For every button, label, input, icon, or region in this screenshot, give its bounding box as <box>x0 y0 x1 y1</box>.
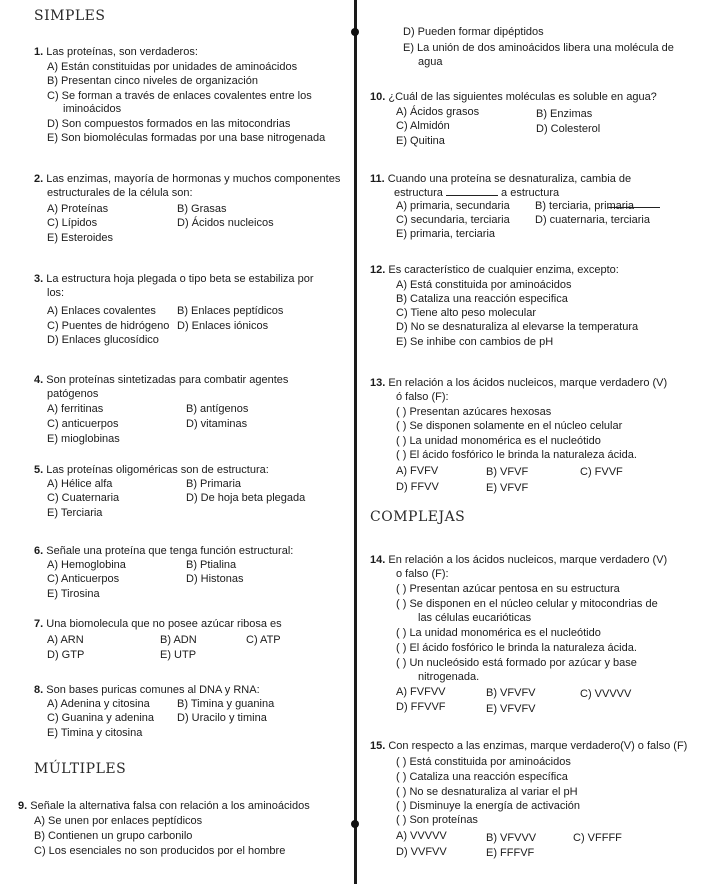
option-e: E) Timina y citosina <box>47 727 143 739</box>
option-e: E) Se inhibe con cambios de pH <box>396 336 554 348</box>
option-d: D) Uracilo y timina <box>177 712 267 724</box>
option-c-cont: iminoácidos <box>63 103 122 115</box>
question-text: Las proteínas, son verdaderos: <box>46 46 198 58</box>
option-d: D) cuaternaria, terciaria <box>535 214 650 226</box>
option-c: C) Guanina y adenina <box>47 712 155 724</box>
question-number: 9. <box>18 800 28 812</box>
question-text-cont: estructurales de la célula son: <box>47 187 193 199</box>
question-text: En relación a los ácidos nucleicos, marque verdadero (V) <box>388 377 668 389</box>
option-c: C) anticuerpos <box>47 418 119 430</box>
question-text: Señale la alternativa falsa con relación a los aminoácidos <box>30 800 310 812</box>
option-b: B) Enlaces peptídicos <box>177 305 284 317</box>
option-e: E) FFFVF <box>486 847 535 859</box>
option-a: A) Se unen por enlaces peptídicos <box>34 815 203 827</box>
option-b: B) Contienen un grupo carbonilo <box>34 830 193 842</box>
option-e: E) Esteroides <box>47 232 114 244</box>
option-c: C) Puentes de hidrógeno <box>47 320 170 332</box>
question-number: 12. <box>370 264 386 276</box>
question-text-cont: o falso (F): <box>396 568 449 580</box>
option-a: A) Hélice alfa <box>47 478 113 490</box>
option-d: D) FFVV <box>396 481 439 493</box>
option-c: C) VVVVV <box>580 688 632 700</box>
option-a: A) Adenina y citosina <box>47 698 150 710</box>
option-a: A) Proteínas <box>47 203 109 215</box>
question-number: 10. <box>370 91 386 103</box>
question-text: Señale una proteína que tenga función estructural: <box>46 545 294 557</box>
option-d: D) De hoja beta plegada <box>186 492 306 504</box>
option-b: B) Presentan cinco niveles de organización <box>47 75 258 87</box>
question-text-cont: estructura <box>394 187 443 199</box>
option-c: C) Anticuerpos <box>47 573 120 585</box>
option-d: D) Pueden formar dipéptidos <box>403 26 544 38</box>
question-number: 6. <box>34 545 44 557</box>
option-b: B) ADN <box>160 634 197 646</box>
option-d: D) vitaminas <box>186 418 248 430</box>
question-number: 3. <box>34 273 44 285</box>
question-text: Cuando una proteína se desnaturaliza, cambia de <box>387 173 632 185</box>
question-number: 2. <box>34 173 44 185</box>
option-c: C) Lípidos <box>47 217 98 229</box>
statement-cont: las células eucarióticas <box>418 612 532 624</box>
right-column <box>358 0 701 884</box>
section-heading-multiples: MÚLTIPLES <box>34 761 127 777</box>
option-e: E) Tirosina <box>47 588 100 600</box>
question-text: Las proteínas oligoméricas son de estructura: <box>46 464 269 476</box>
option-c: C) FVVF <box>580 466 623 478</box>
option-a: A) primaria, secundaria <box>396 200 510 212</box>
question-number: 13. <box>370 377 386 389</box>
question-number: 4. <box>34 374 44 386</box>
section-heading-complejas: COMPLEJAS <box>370 509 466 525</box>
option-e: E) La unión de dos aminoácidos libera una molécula de <box>403 42 674 54</box>
option-c: C) Almidón <box>396 120 450 132</box>
option-e: E) VFVFV <box>486 703 536 715</box>
question-text: ¿Cuál de las siguientes moléculas es soluble en agua? <box>388 91 657 103</box>
option-a: A) Ácidos grasos <box>396 106 480 118</box>
statement: ( ) El ácido fosfórico le brinda la naturaleza ácida. <box>396 449 637 461</box>
question-text: En relación a los ácidos nucleicos, marque verdadero (V) <box>388 554 668 566</box>
option-c: C) Los esenciales no son producidos por el hombre <box>34 845 286 857</box>
option-c: C) Tiene alto peso molecular <box>396 307 537 319</box>
option-a: A) Están constituidas por unidades de aminoácidos <box>47 61 298 73</box>
question-number: 7. <box>34 618 44 630</box>
question-text-cont: los: <box>47 287 65 299</box>
option-b: B) Enzimas <box>536 108 593 120</box>
question-text: Una biomolecula que no posee azúcar ribosa es <box>46 618 282 630</box>
option-b: B) VFVFV <box>486 687 536 699</box>
question-text: Son proteínas sintetizadas para combatir agentes <box>46 374 289 386</box>
option-d: D) No se desnaturaliza al elevarse la temperatura <box>396 321 639 333</box>
option-b: B) VFVVV <box>486 832 537 844</box>
question-text-cont: ó falso (F): <box>396 391 449 403</box>
option-b: B) Ptialina <box>186 559 237 571</box>
option-b: B) VFVF <box>486 466 529 478</box>
option-d: D) Histonas <box>186 573 244 585</box>
statement: ( ) La unidad monomérica es el nucleótido <box>396 627 601 639</box>
option-d: D) FFVVF <box>396 701 446 713</box>
option-e: E) UTP <box>160 649 197 661</box>
option-a: A) FVFV <box>396 465 439 477</box>
option-e: E) Son biomoléculas formadas por una base nitrogenada <box>47 132 326 144</box>
option-c: C) Se forman a través de enlaces covalentes entre los <box>47 90 312 102</box>
option-e-cont: agua <box>418 56 443 68</box>
statement: ( ) Está constituida por aminoácidos <box>396 756 571 768</box>
question-text: Es característico de cualquier enzima, excepto: <box>388 264 619 276</box>
question-number: 1. <box>34 46 44 58</box>
option-a: A) VVVVV <box>396 830 447 842</box>
option-c: C) secundaria, terciaria <box>396 214 510 226</box>
option-b: B) terciaria, primaria <box>535 200 635 212</box>
option-c: C) ATP <box>246 634 281 646</box>
option-e: E) primaria, terciaria <box>396 228 496 240</box>
option-a: A) Está constituida por aminoácidos <box>396 279 572 291</box>
blank-1 <box>446 186 498 196</box>
option-a: A) ferritinas <box>47 403 104 415</box>
option-e: E) VFVF <box>486 482 529 494</box>
option-b: B) Grasas <box>177 203 227 215</box>
option-a: A) Enlaces covalentes <box>47 305 156 317</box>
option-c: C) Cuaternaria <box>47 492 120 504</box>
option-b: B) Cataliza una reacción especifica <box>396 293 568 305</box>
option-e: D) Enlaces glucosídico <box>47 334 159 346</box>
question-text-cont: patógenos <box>47 388 99 400</box>
option-d: D) Colesterol <box>536 123 601 135</box>
option-a: A) FVFVV <box>396 686 446 698</box>
option-e: E) mioglobinas <box>47 433 120 445</box>
option-e: E) Terciaria <box>47 507 103 519</box>
option-a: A) Hemoglobina <box>47 559 126 571</box>
option-b: B) antígenos <box>186 403 249 415</box>
option-b: B) Timina y guanina <box>177 698 275 710</box>
option-b: B) Primaria <box>186 478 242 490</box>
question-text-cont: a estructura <box>501 187 560 199</box>
question-text: La estructura hoja plegada o tipo beta se estabiliza por <box>46 273 314 285</box>
statement: ( ) La unidad monomérica es el nucleótido <box>396 435 601 447</box>
option-d: D) VVFVV <box>396 846 447 858</box>
option-d: D) Ácidos nucleicos <box>177 217 274 229</box>
statement: ( ) Se disponen solamente en el núcleo celular <box>396 420 623 432</box>
statement: ( ) Cataliza una reacción específica <box>396 771 568 783</box>
option-a: A) ARN <box>47 634 84 646</box>
statement: ( ) Presentan azúcares hexosas <box>396 406 552 418</box>
statement: ( ) Son proteínas <box>396 814 478 826</box>
statement: ( ) No se desnaturaliza al variar el pH <box>396 786 578 798</box>
section-heading-simples: SIMPLES <box>34 8 106 24</box>
statement: ( ) Presentan azúcar pentosa en su estructura <box>396 583 620 595</box>
question-text: Con respecto a las enzimas, marque verdadero(V) o falso (F) <box>388 740 688 752</box>
option-d: D) Enlaces iónicos <box>177 320 269 332</box>
question-text: Las enzimas, mayoría de hormonas y muchos componentes <box>46 173 341 185</box>
statement: ( ) El ácido fosfórico le brinda la naturaleza ácida. <box>396 642 637 654</box>
statement: ( ) Un nucleósido está formado por azúcar y base <box>396 657 637 669</box>
question-number: 14. <box>370 554 386 566</box>
question-number: 8. <box>34 684 44 696</box>
question-number: 11. <box>370 173 385 185</box>
option-e: E) Quitina <box>396 135 445 147</box>
statement-cont: nitrogenada. <box>418 671 480 683</box>
statement: ( ) Disminuye la energía de activación <box>396 800 581 812</box>
option-d: D) Son compuestos formados en las mitocondrias <box>47 118 291 130</box>
question-number: 15. <box>370 740 386 752</box>
question-number: 5. <box>34 464 44 476</box>
option-d: D) GTP <box>47 649 85 661</box>
statement: ( ) Se disponen en el núcleo celular y mitocondrias de <box>396 598 658 610</box>
option-c: C) VFFFF <box>573 832 622 844</box>
question-text: Son bases puricas comunes al DNA y RNA: <box>46 684 260 696</box>
